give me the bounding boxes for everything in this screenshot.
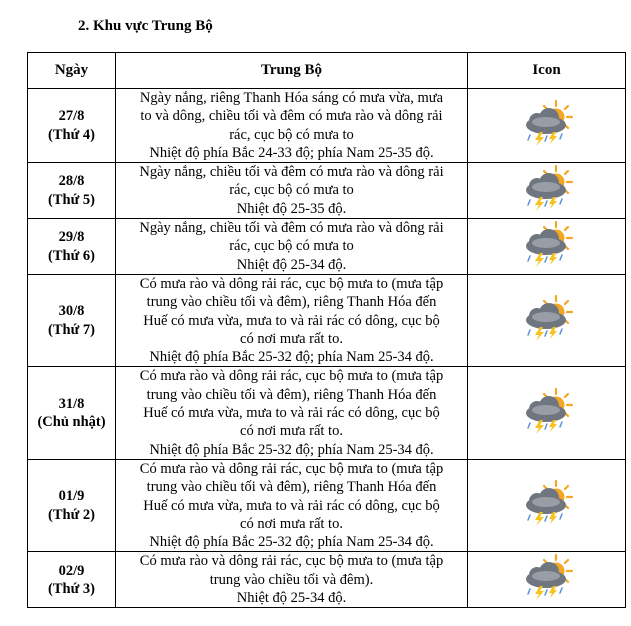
forecast-line: Nhiệt độ phía Bắc 25-32 độ; phía Nam 25-34 độ.: [149, 441, 434, 458]
forecast-line: rác, cục bộ có mưa to: [229, 182, 354, 199]
date-label: 01/9: [58, 488, 85, 505]
thunderstorm-sun-icon: [520, 164, 574, 212]
forecast-line: Nhiệt độ phía Bắc 25-32 độ; phía Nam 25-34 độ.: [149, 534, 434, 551]
forecast-line: rác, cục bộ có mưa to: [229, 126, 354, 143]
date-cell: [28, 219, 116, 275]
date-cell: [28, 274, 116, 366]
icon-cell: [468, 219, 626, 275]
weekday-label: (Thứ 3): [48, 580, 95, 597]
weekday-label: (Thứ 4): [48, 126, 95, 143]
forecast-line: có nơi mưa rất to.: [240, 515, 343, 532]
table-row: [28, 89, 626, 163]
thunderstorm-sun-icon: [520, 220, 574, 268]
forecast-line: Huế có mưa vừa, mưa to và rải rác có dông, cục bộ: [143, 497, 440, 514]
forecast-line: Nhiệt độ phía Bắc 25-32 độ; phía Nam 25-34 độ.: [149, 349, 434, 366]
date-cell: [28, 459, 116, 551]
table-row: [28, 552, 626, 608]
forecast-line: Nhiệt độ phía Bắc 24-33 độ; phía Nam 25-35 độ.: [149, 144, 434, 161]
forecast-line: Có mưa rào và dông rải rác, cục bộ mưa to (mưa tập: [139, 275, 444, 292]
table-row: [28, 163, 626, 219]
forecast-line: Ngày nắng, riêng Thanh Hóa sáng có mưa vừa, mưa: [139, 90, 444, 106]
weekday-label: (Chủ nhật): [37, 414, 106, 431]
date-cell: [28, 367, 116, 459]
date-cell: [28, 163, 116, 219]
icon-cell: [468, 163, 626, 219]
forecast-line: Nhiệt độ 25-35 độ.: [236, 200, 347, 217]
icon-cell: [468, 89, 626, 163]
forecast-line: trung vào chiều tối và đêm), riêng Thanh Hóa đến: [146, 386, 437, 403]
forecast-description: [116, 459, 468, 551]
forecast-line: to và dông, chiều tối và đêm có mưa rào và dông rải: [140, 108, 443, 125]
table-row: [28, 367, 626, 459]
forecast-description: [116, 163, 468, 219]
date-cell: [28, 552, 116, 608]
forecast-line: Nhiệt độ 25-34 độ.: [236, 256, 347, 273]
thunderstorm-sun-icon: [520, 553, 574, 601]
forecast-line: có nơi mưa rất to.: [240, 423, 343, 440]
icon-cell: [468, 459, 626, 551]
forecast-line: Có mưa rào và dông rải rác, cục bộ mưa to (mưa tập: [139, 368, 444, 385]
thunderstorm-sun-icon: [520, 387, 574, 435]
forecast-line: rác, cục bộ có mưa to: [229, 238, 354, 255]
date-label: 30/8: [58, 303, 85, 320]
forecast-line: có nơi mưa rất to.: [240, 330, 343, 347]
icon-cell: [468, 274, 626, 366]
forecast-line: Ngày nắng, chiều tối và đêm có mưa rào và dông rải: [139, 220, 444, 237]
header-row: [28, 53, 626, 89]
forecast-line: trung vào chiều tối và đêm), riêng Thanh Hóa đến: [146, 479, 437, 496]
forecast-description: [116, 219, 468, 275]
header-region: Trung Bộ: [116, 53, 468, 89]
forecast-table: [27, 52, 626, 608]
thunderstorm-sun-icon: [520, 99, 574, 147]
table-row: [28, 274, 626, 366]
header-date: Ngày: [28, 53, 116, 89]
date-cell: [28, 89, 116, 163]
forecast-description: [116, 552, 468, 608]
thunderstorm-sun-icon: [520, 479, 574, 527]
forecast-description: [116, 367, 468, 459]
table-row: [28, 459, 626, 551]
date-label: 27/8: [58, 108, 85, 125]
date-label: 31/8: [58, 395, 85, 412]
forecast-line: Ngày nắng, chiều tối và đêm có mưa rào và dông rải: [139, 164, 444, 181]
date-label: 28/8: [58, 173, 85, 190]
forecast-line: trung vào chiều tối và đêm).: [209, 571, 374, 588]
date-label: 02/9: [58, 562, 85, 579]
weekday-label: (Thứ 7): [48, 321, 95, 338]
table-row: [28, 219, 626, 275]
icon-cell: [468, 367, 626, 459]
forecast-line: trung vào chiều tối và đêm), riêng Thanh Hóa đến: [146, 294, 437, 311]
forecast-line: Có mưa rào và dông rải rác, cục bộ mưa to (mưa tập: [139, 460, 444, 477]
forecast-line: Có mưa rào và dông rải rác, cục bộ mưa to (mưa tập: [139, 553, 444, 570]
date-label: 29/8: [58, 229, 85, 246]
thunderstorm-sun-icon: [520, 294, 574, 342]
forecast-line: Nhiệt độ 25-34 độ.: [236, 590, 347, 607]
icon-cell: [468, 552, 626, 608]
weekday-label: (Thứ 5): [48, 191, 95, 208]
forecast-line: Huế có mưa vừa, mưa to và rải rác có dông, cục bộ: [143, 405, 440, 422]
weekday-label: (Thứ 6): [48, 247, 95, 264]
forecast-description: [116, 89, 468, 163]
forecast-line: Huế có mưa vừa, mưa to và rải rác có dông, cục bộ: [143, 312, 440, 329]
section-title: 2. Khu vực Trung Bộ: [78, 18, 213, 34]
forecast-description: [116, 274, 468, 366]
header-icon: Icon: [468, 53, 626, 89]
weekday-label: (Thứ 2): [48, 506, 95, 523]
